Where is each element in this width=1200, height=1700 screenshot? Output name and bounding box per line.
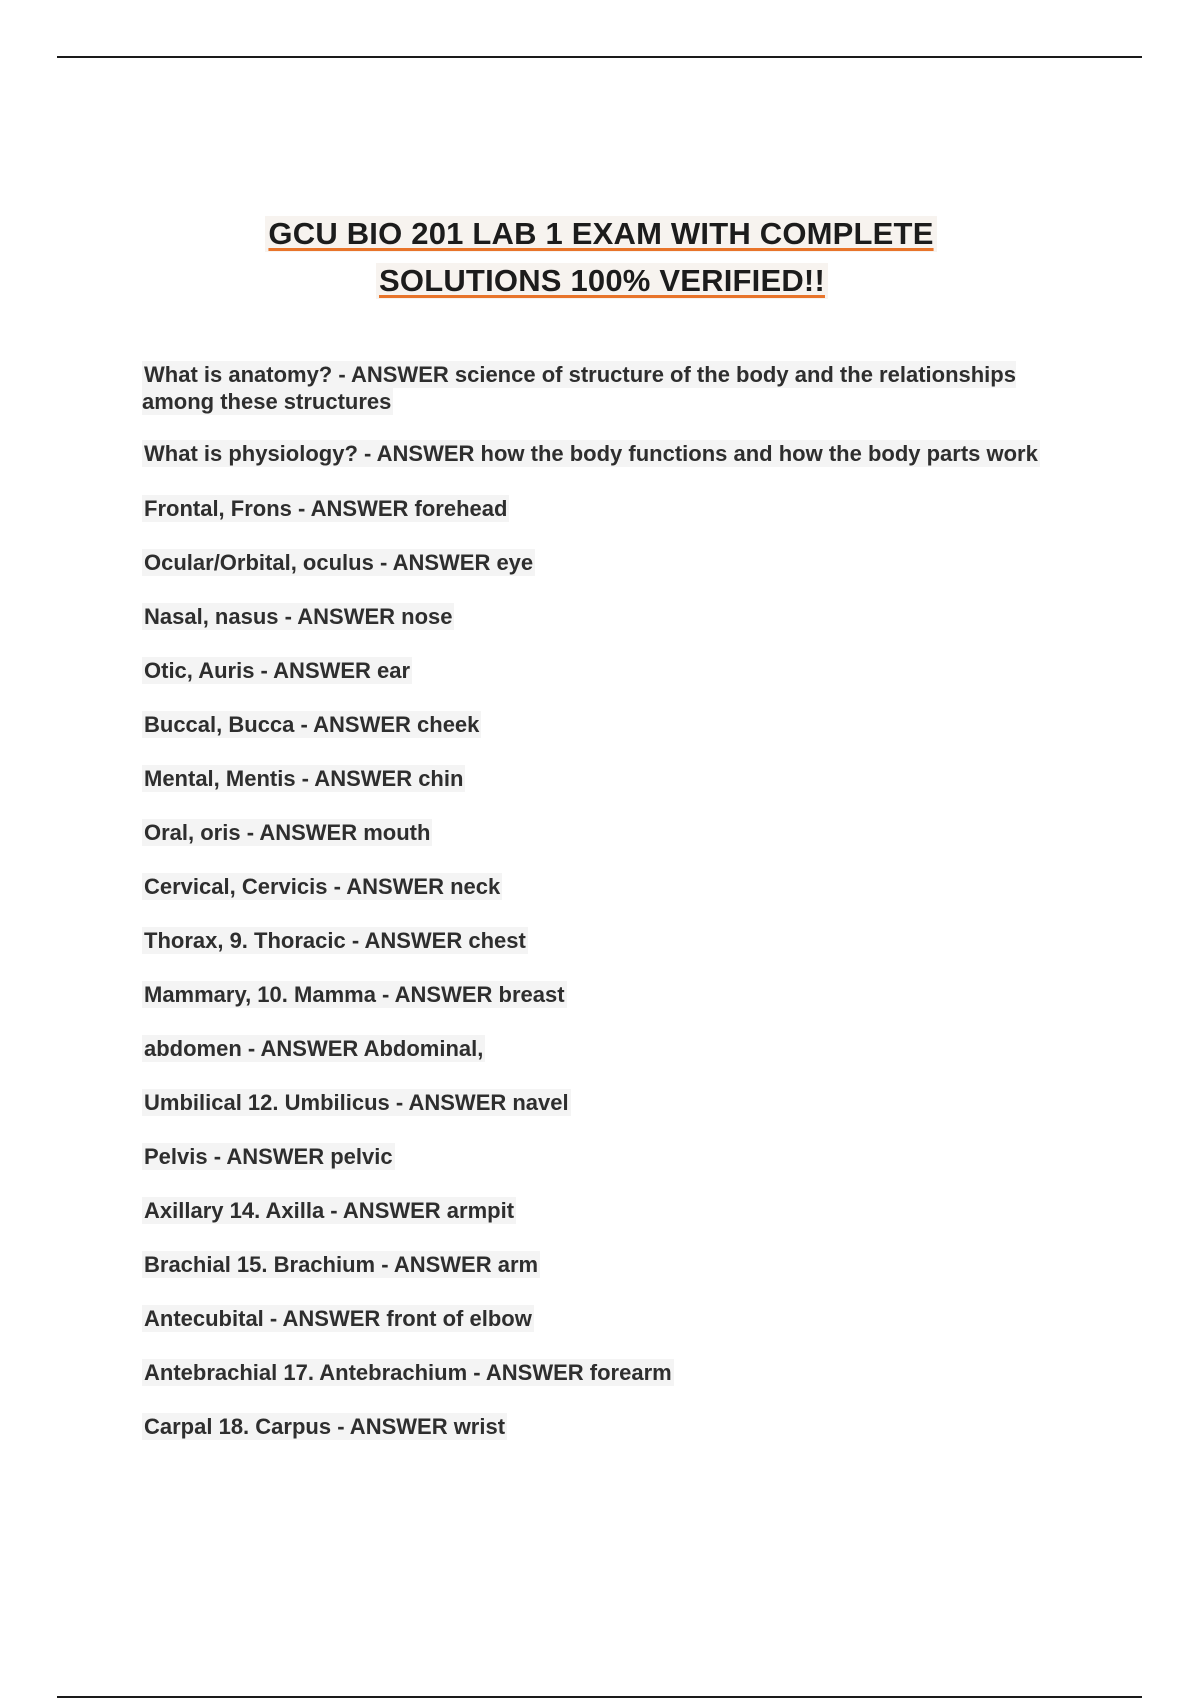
list-item bbox=[142, 549, 1062, 576]
document-title bbox=[0, 216, 1200, 310]
list-item-text: Antecubital - ANSWER front of elbow bbox=[144, 1306, 532, 1331]
list-item bbox=[142, 603, 1062, 630]
list-item bbox=[142, 927, 1062, 954]
list-item bbox=[142, 981, 1062, 1008]
list-item-text: Brachial 15. Brachium - ANSWER arm bbox=[144, 1252, 539, 1277]
list-item-text: Nasal, nasus - ANSWER nose bbox=[144, 604, 453, 629]
list-item-text: Axillary 14. Axilla - ANSWER armpit bbox=[144, 1198, 515, 1223]
title-line-1: GCU BIO 201 LAB 1 EXAM WITH COMPLETE bbox=[265, 216, 936, 252]
list-item bbox=[142, 819, 1062, 846]
list-item-text: Mental, Mentis - ANSWER chin bbox=[144, 766, 464, 791]
list-item bbox=[142, 1143, 1062, 1170]
header-rule bbox=[57, 56, 1142, 58]
list-item bbox=[142, 1089, 1062, 1116]
list-item-text: Umbilical 12. Umbilicus - ANSWER navel bbox=[144, 1090, 569, 1115]
list-item-text: What is anatomy? - ANSWER science of structure of the body and the relationships among these structures bbox=[142, 362, 1016, 414]
list-item-text: Oral, oris - ANSWER mouth bbox=[144, 820, 431, 845]
list-item-text: Thorax, 9. Thoracic - ANSWER chest bbox=[144, 928, 526, 953]
list-item-text: Mammary, 10. Mamma - ANSWER breast bbox=[144, 982, 565, 1007]
list-item-text: Antebrachial 17. Antebrachium - ANSWER forearm bbox=[144, 1360, 672, 1385]
list-item-text: Pelvis - ANSWER pelvic bbox=[144, 1144, 393, 1169]
list-item bbox=[142, 765, 1062, 792]
list-item-text: Ocular/Orbital, oculus - ANSWER eye bbox=[144, 550, 534, 575]
list-item bbox=[142, 1197, 1062, 1224]
list-item bbox=[142, 873, 1062, 900]
list-item bbox=[142, 1359, 1062, 1386]
list-item-text: Cervical, Cervicis - ANSWER neck bbox=[144, 874, 501, 899]
list-item-text: Frontal, Frons - ANSWER forehead bbox=[144, 496, 508, 521]
list-item-text: Carpal 18. Carpus - ANSWER wrist bbox=[144, 1414, 506, 1439]
list-item bbox=[142, 1413, 1062, 1440]
list-item bbox=[142, 657, 1062, 684]
list-item-text: abdomen - ANSWER Abdominal, bbox=[144, 1036, 484, 1061]
qa-list bbox=[142, 361, 1062, 1440]
list-item bbox=[142, 1035, 1062, 1062]
list-item bbox=[142, 440, 1062, 467]
list-item bbox=[142, 1251, 1062, 1278]
list-item-text: Buccal, Bucca - ANSWER cheek bbox=[144, 712, 480, 737]
list-item-text: Otic, Auris - ANSWER ear bbox=[144, 658, 411, 683]
list-item bbox=[142, 711, 1062, 738]
list-item bbox=[142, 1305, 1062, 1332]
list-item-text: What is physiology? - ANSWER how the body functions and how the body parts work bbox=[144, 441, 1038, 466]
footer-rule bbox=[57, 1696, 1142, 1698]
title-line-2: SOLUTIONS 100% VERIFIED!! bbox=[376, 263, 828, 299]
list-item bbox=[142, 361, 1062, 415]
list-item bbox=[142, 495, 1062, 522]
